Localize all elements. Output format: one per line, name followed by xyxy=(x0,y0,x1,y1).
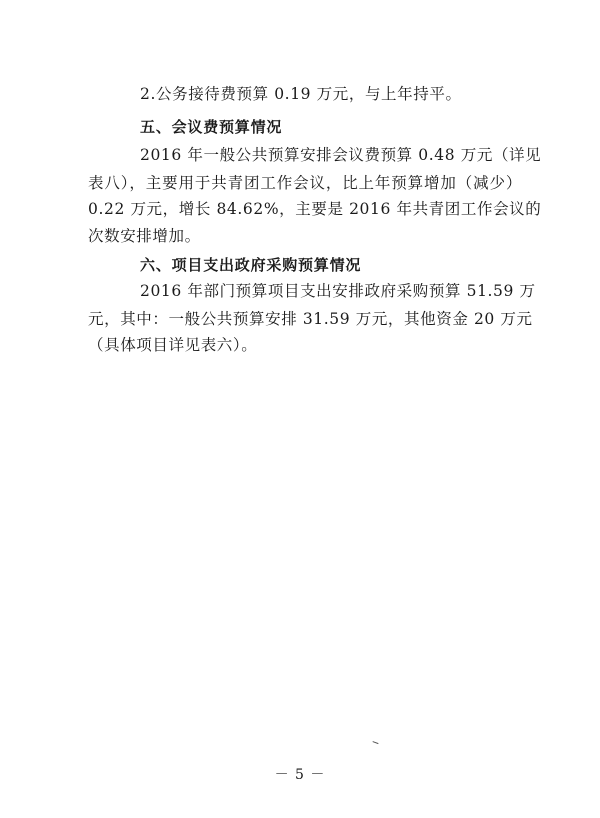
section-5-paragraph-line-3: 0.22 万元，增长 84.62%，主要是 2016 年共青团工作会议的 xyxy=(88,200,542,218)
section-5-heading: 五、会议费预算情况 xyxy=(140,118,283,136)
section-6-paragraph-line-1: 2016 年部门预算项目支出安排政府采购预算 51.59 万 xyxy=(140,282,536,300)
scan-speck xyxy=(371,741,378,747)
page-number: － 5 － xyxy=(274,767,326,783)
budget-item-2: 2.公务接待费预算 0.19 万元，与上年持平。 xyxy=(140,85,462,103)
section-5-paragraph-line-2: 表八），主要用于共青团工作会议，比上年预算增加（减少） xyxy=(88,174,522,192)
section-5-paragraph-line-4: 次数安排增加。 xyxy=(88,227,201,245)
section-6-paragraph-line-2: 元，其中：一般公共预算安排 31.59 万元，其他资金 20 万元 xyxy=(88,310,533,328)
section-6-heading: 六、项目支出政府采购预算情况 xyxy=(140,256,362,274)
section-6-paragraph-line-3: （具体项目详见表六）。 xyxy=(88,336,258,354)
section-5-paragraph-line-1: 2016 年一般公共预算安排会议费预算 0.48 万元（详见 xyxy=(140,146,542,164)
